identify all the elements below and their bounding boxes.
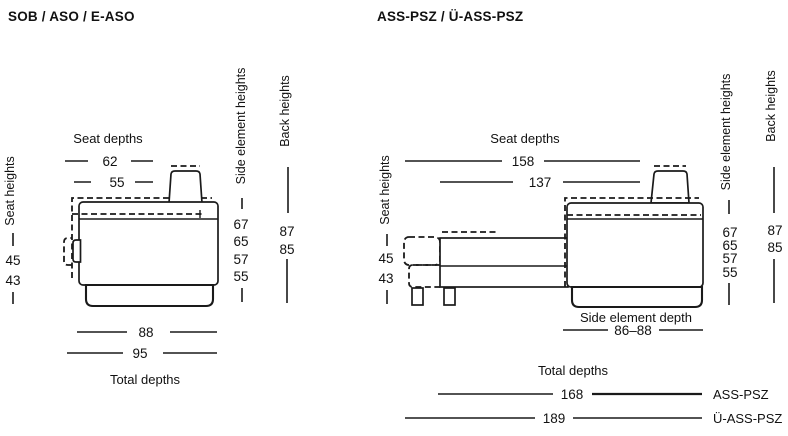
right-seat-depths-label: Seat depths <box>490 131 560 146</box>
right-side-element-depth-label: Side element depth <box>579 310 693 325</box>
right-diagram-title: ASS-PSZ / Ü-ASS-PSZ <box>377 9 524 24</box>
left-side-height-67: 67 <box>233 217 249 232</box>
right-sofa-dashed-extension-upper <box>404 237 440 265</box>
left-sofa-drawing <box>64 166 218 306</box>
left-side-height-55: 55 <box>233 269 249 284</box>
left-sofa-backrest <box>169 171 202 203</box>
right-sofa-leg-left <box>412 288 423 305</box>
left-back-height-87: 87 <box>279 224 295 239</box>
right-seat-depth-158: 158 <box>511 154 535 169</box>
right-seat-height-43: 43 <box>378 271 394 286</box>
right-side-element-heights-label: Side element heights <box>719 73 733 191</box>
left-sofa-armrest-tab <box>73 240 81 262</box>
right-sofa-base <box>572 287 702 307</box>
right-diagram <box>377 9 783 426</box>
left-side-element-heights-label: Side element heights <box>234 67 248 185</box>
left-seat-height-45: 45 <box>5 253 21 268</box>
left-seat-height-43: 43 <box>5 273 21 288</box>
left-seat-depths-label: Seat depths <box>73 131 143 146</box>
left-side-height-65: 65 <box>233 234 249 249</box>
right-sofa-dashed-extension-lower <box>409 265 441 287</box>
right-side-height-57: 57 <box>722 251 738 266</box>
right-side-height-55: 55 <box>722 265 738 280</box>
right-total-depths-label: Total depths <box>537 363 609 378</box>
right-total-depth-168-variant: ASS-PSZ <box>713 387 769 402</box>
left-sofa-dashed-armrest <box>64 238 72 265</box>
right-side-height-67: 67 <box>722 225 738 240</box>
left-side-height-57: 57 <box>233 252 249 267</box>
right-seat-heights-label: Seat heights <box>378 155 392 225</box>
left-total-depth-88: 88 <box>138 325 154 340</box>
left-sofa-base <box>86 285 213 306</box>
left-diagram <box>3 9 295 387</box>
right-seat-depth-137: 137 <box>528 175 552 190</box>
right-side-height-65: 65 <box>722 238 738 253</box>
right-sofa-drawing <box>404 166 703 307</box>
left-back-heights-label: Back heights <box>278 75 292 147</box>
right-total-depth-168: 168 <box>560 387 584 402</box>
right-seat-height-45: 45 <box>378 251 394 266</box>
left-seat-depth-62: 62 <box>102 154 118 169</box>
left-total-depths-label: Total depths <box>109 372 181 387</box>
right-back-height-87: 87 <box>767 223 783 238</box>
right-sofa-leg-right <box>444 288 455 305</box>
left-back-height-85: 85 <box>279 242 295 257</box>
left-seat-depth-55: 55 <box>109 175 125 190</box>
right-back-heights-label: Back heights <box>764 70 778 142</box>
left-total-depth-95: 95 <box>132 346 148 361</box>
right-side-element-depth-value: 86–88 <box>614 323 652 338</box>
left-diagram-title: SOB / ASO / E-ASO <box>8 9 135 24</box>
right-total-depth-189-variant: Ü-ASS-PSZ <box>713 411 783 426</box>
right-sofa-chaise-body <box>440 238 568 287</box>
left-seat-heights-label: Seat heights <box>3 156 17 226</box>
right-back-height-85: 85 <box>767 240 783 255</box>
right-total-depth-189: 189 <box>542 411 566 426</box>
